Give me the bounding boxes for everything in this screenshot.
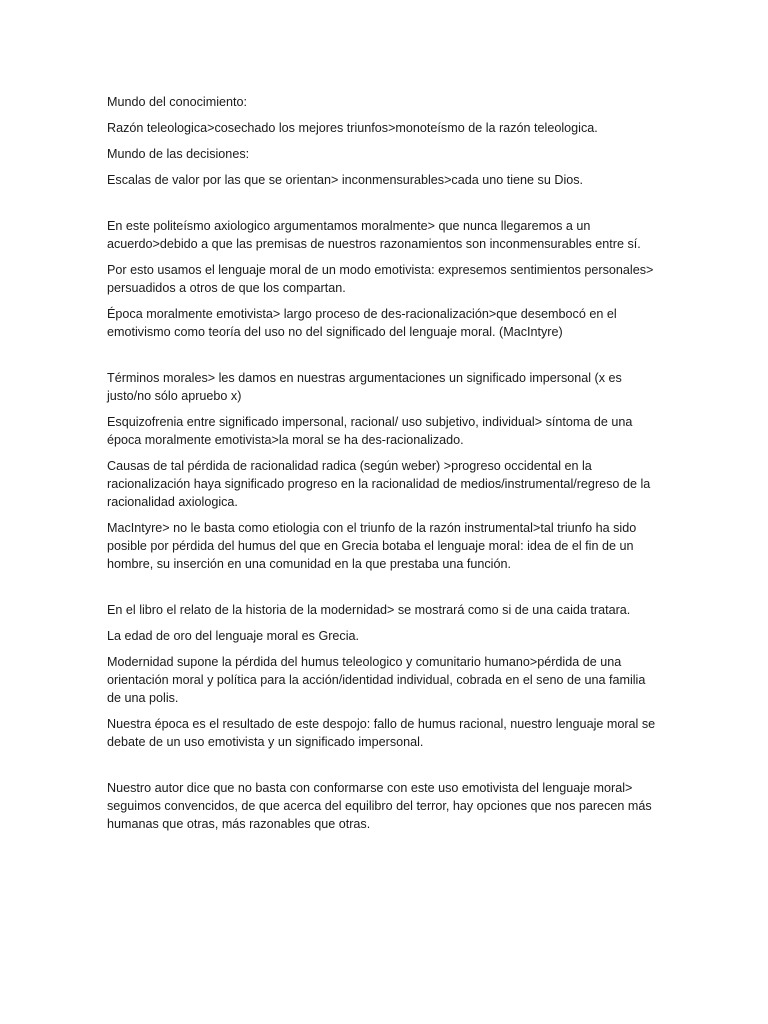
paragraph: Esquizofrenia entre significado impersonal, racional/ uso subjetivo, individual> síntoma de una época moralmente emotivista>la moral se ha des-racionalizado. <box>107 415 633 447</box>
paragraph: Mundo del conocimiento: <box>107 95 248 109</box>
paragraph: Escalas de valor por las que se orientan> inconmensurables>cada uno tiene su Dios. <box>107 173 584 187</box>
paragraph: Nuestro autor dice que no basta con conformarse con este uso emotivista del lenguaje moral> seguimos convencidos, de que acerca del equilibro del terror, hay opciones que nos parecen más humanas que otras, más razonables que otras. <box>107 781 652 831</box>
section-gap <box>107 197 659 217</box>
paragraph: Época moralmente emotivista> largo proceso de des-racionalización>que desembocó en el emotivismo como teoría del uso no del significado del lenguaje moral. (MacIntyre) <box>107 307 617 339</box>
document-page <box>107 93 659 841</box>
paragraph: Términos morales> les damos en nuestras argumentaciones un significado impersonal (x es justo/no sólo apruebo x) <box>107 371 622 403</box>
paragraph: Nuestra época es el resultado de este despojo: fallo de humus racional, nuestro lenguaje moral se debate de un uso emotivista y un significado impersonal. <box>107 717 656 749</box>
paragraph: Modernidad supone la pérdida del humus teleologico y comunitario humano>pérdida de una orientación moral y política para la acción/identidad individual, cobrada en el seno de una familia de una polis. <box>107 655 646 705</box>
paragraph: La edad de oro del lenguaje moral es Grecia. <box>107 629 360 643</box>
paragraph: En este politeísmo axiologico argumentamos moralmente> que nunca llegaremos a un acuerdo>debido a que las premisas de nuestros razonamientos son inconmensurables entre sí. <box>107 219 641 251</box>
paragraph: Razón teleologica>cosechado los mejores triunfos>monoteísmo de la razón teleologica. <box>107 121 598 135</box>
paragraph: Causas de tal pérdida de racionalidad radica (según weber) >progreso occidental en la racionalización haya significado progreso en la racionalidad de medios/instrumental/regreso de la racionalidad axiologica. <box>107 459 651 509</box>
paragraph: En el libro el relato de la historia de la modernidad> se mostrará como si de una caida tratara. <box>107 603 631 617</box>
section-gap <box>107 759 659 779</box>
paragraph: MacIntyre> no le basta como etiologia con el triunfo de la razón instrumental>tal triunfo ha sido posible por pérdida del humus del que en Grecia botaba el lenguaje moral: idea de el fin de un hombre, su inserción en una comunidad en la que prestaba una función. <box>107 521 637 571</box>
paragraph: Por esto usamos el lenguaje moral de un modo emotivista: expresemos sentimientos personales> persuadidos a otros de que los compartan. <box>107 263 654 295</box>
paragraph: Mundo de las decisiones: <box>107 147 250 161</box>
section-gap <box>107 581 659 601</box>
section-gap <box>107 349 659 369</box>
